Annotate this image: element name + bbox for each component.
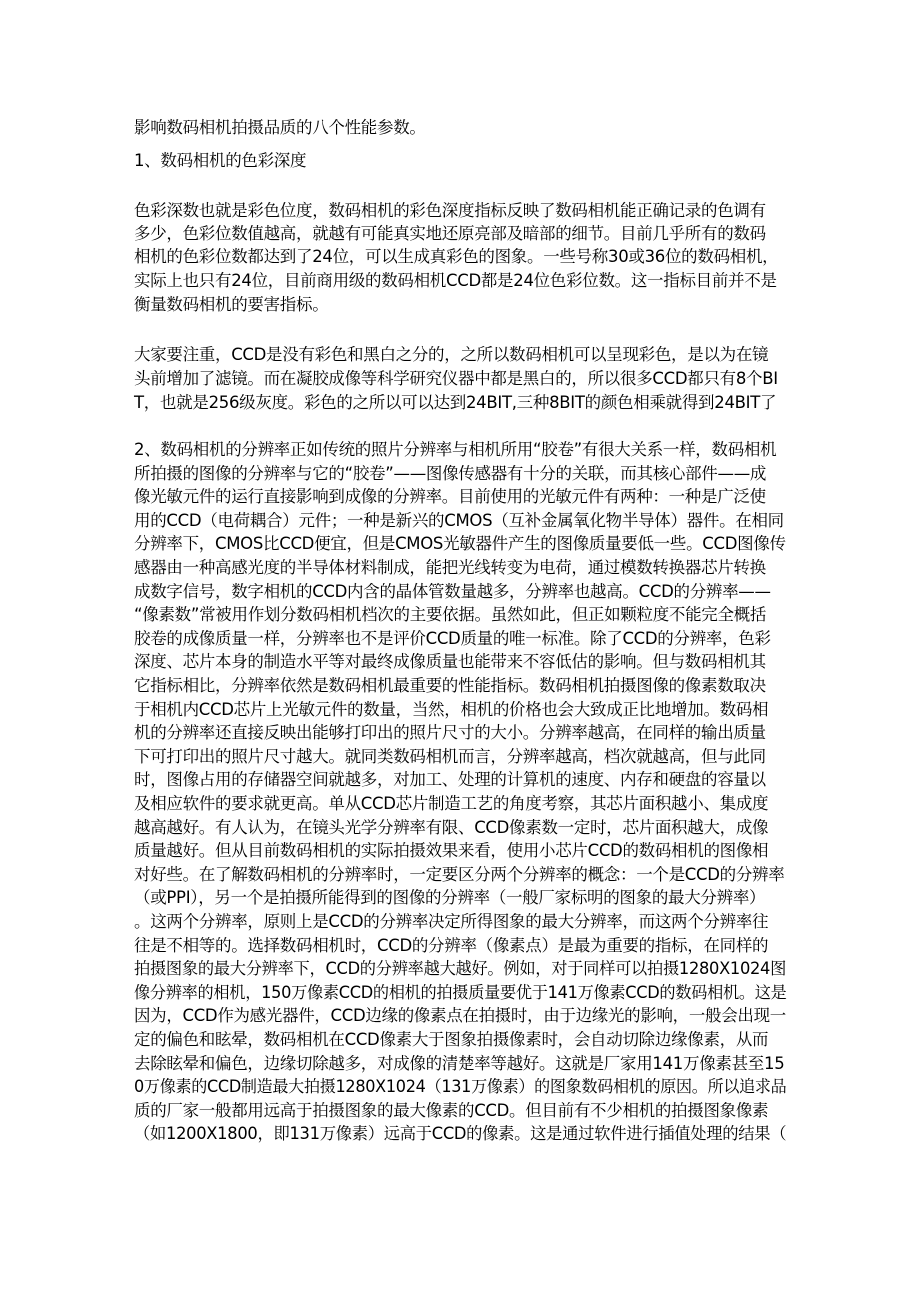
paragraph-line: 拍摄图象的最大分辨率下，CCD的分辨率越大越好。例如，对于同样可以拍摄1280X1024图 bbox=[134, 959, 787, 978]
paragraph-line: 去除眩晕和偏色，边缘切除越多，对成像的清楚率等越好。这就是厂家用141万像素甚至15 bbox=[134, 1054, 785, 1073]
paragraph-line: 相机的色彩位数都达到了24位，可以生成真彩色的图象。一些号称30或36位的数码相机， bbox=[134, 247, 779, 266]
paragraph-line: 感器由一种高感光度的半导体材料制成，能把光线转变为电荷，通过模数转换器芯片转换 bbox=[134, 558, 766, 577]
paragraph-line: 0万像素的CCD制造最大拍摄1280X1024（131万像素）的图象数码相机的原因。所以追求品 bbox=[134, 1077, 787, 1096]
paragraph-line: 因为，CCD作为感光器件，CCD边缘的像素点在拍摄时，由于边缘光的影响，一般会出现一 bbox=[134, 1006, 786, 1025]
paragraph-line: 下可打印出的照片尺寸越大。就同类数码相机而言，分辨率越高，档次就越高，但与此同 bbox=[134, 747, 766, 766]
paragraph-line: 用的CCD（电荷耦合）元件；一种是新兴的CMOS（互补金属氧化物半导体）器件。在相同 bbox=[134, 511, 784, 530]
paragraph-line: T，也就是256级灰度。彩色的之所以可以达到24BIT,三种8BIT的颜色相乘就得到24BIT了 bbox=[134, 393, 777, 412]
paragraph-line: 2、数码相机的分辨率正如传统的照片分辨率与相机所用“胶卷”有很大关系一样，数码相机 bbox=[134, 440, 777, 459]
paragraph-line: 分辨率下，CMOS比CCD便宜，但是CMOS光敏器件产生的图像质量要低一些。CCD图像传 bbox=[134, 534, 786, 553]
paragraph-line: （或PPI），另一个是拍摄所能得到的图像的分辨率（一般厂家标明的图象的最大分辨率） bbox=[134, 888, 766, 907]
paragraph-line: 衡量数码相机的要害指标。 bbox=[134, 295, 329, 314]
paragraph-line: 时，图像占用的存储器空间就越多，对加工、处理的计算机的速度、内存和硬盘的容量以 bbox=[134, 770, 766, 789]
paragraph-line: 质的厂家一般都用远高于拍摄图象的最大像素的CCD。但目前有不少相机的拍摄图象像素 bbox=[134, 1101, 769, 1120]
paragraph-line: 成数字信号，数字相机的CCD内含的晶体管数量越多，分辨率也越高。CCD的分辨率—— bbox=[134, 582, 771, 601]
paragraph-line: 往是不相等的。选择数码相机时，CCD的分辨率（像素点）是最为重要的指标，在同样的 bbox=[134, 936, 769, 955]
paragraph-line: 多少，色彩位数值越高，就越有可能真实地还原亮部及暗部的细节。目前几乎所有的数码 bbox=[134, 224, 766, 243]
paragraph-line: 头前增加了滤镜。而在凝胶成像等科学研究仪器中都是黑白的，所以很多CCD都只有8个BI bbox=[134, 369, 778, 388]
paragraph-line: 机的分辨率还直接反映出能够打印出的照片尺寸的大小。分辨率越高，在同样的输出质量 bbox=[134, 723, 766, 742]
paragraph-line: 像分辨率的相机，150万像素CCD的相机的拍摄质量要优于141万像素CCD的数码相机。这是 bbox=[134, 983, 787, 1002]
paragraph-line: 质量越好。但从目前数码相机的实际拍摄效果来看，使用小芯片CCD的数码相机的图像相 bbox=[134, 841, 769, 860]
paragraph-line: 它指标相比，分辨率依然是数码相机最重要的性能指标。数码相机拍摄图像的像素数取决 bbox=[134, 676, 766, 695]
paragraph-line: 。这两个分辨率，原则上是CCD的分辨率决定所得图象的最大分辨率，而这两个分辨率往 bbox=[134, 912, 769, 931]
paragraph-line: 色彩深数也就是彩色位度，数码相机的彩色深度指标反映了数码相机能正确记录的色调有 bbox=[134, 201, 766, 220]
paragraph-line: 对好些。在了解数码相机的分辨率时，一定要区分两个分辨率的概念：一个是CCD的分辨率 bbox=[134, 865, 785, 884]
section-heading: 1、数码相机的色彩深度 bbox=[134, 151, 307, 170]
paragraph-line: 像光敏元件的运行直接影响到成像的分辨率。目前使用的光敏元件有两种：一种是广泛使 bbox=[134, 487, 766, 506]
paragraph-line: “像素数”常被用作划分数码相机档次的主要依据。虽然如此，但正如颗粒度不能完全概括 bbox=[134, 605, 767, 624]
paragraph-line: （如1200X1800，即131万像素）远高于CCD的像素。这是通过软件进行插值处理的结果（ bbox=[134, 1124, 787, 1143]
document-intro: 影响数码相机拍摄品质的八个性能参数。 bbox=[134, 118, 426, 137]
paragraph-line: 深度、芯片本身的制造水平等对最终成像质量也能带来不容低估的影响。但与数码相机其 bbox=[134, 652, 766, 671]
paragraph-line: 定的偏色和眩晕，数码相机在CCD像素大于图象拍摄像素时，会自动切除边缘像素，从而 bbox=[134, 1030, 769, 1049]
paragraph-line: 所拍摄的图像的分辨率与它的“胶卷”——图像传感器有十分的关联，而其核心部件——成 bbox=[134, 464, 767, 483]
paragraph-line: 实际上也只有24位，目前商用级的数码相机CCD都是24位色彩位数。这一指标目前并不是 bbox=[134, 271, 777, 290]
paragraph-line: 于相机内CCD芯片上光敏元件的数量，当然，相机的价格也会大致成正比地增加。数码相 bbox=[134, 700, 769, 719]
paragraph-line: 及相应软件的要求就更高。单从CCD芯片制造工艺的角度考察，其芯片面积越小、集成度 bbox=[134, 794, 769, 813]
paragraph-line: 胶卷的成像质量一样，分辨率也不是评价CCD质量的唯一标准。除了CCD的分辨率，色彩 bbox=[134, 629, 771, 648]
paragraph-line: 大家要注重，CCD是没有彩色和黑白之分的，之所以数码相机可以呈现彩色，是以为在镜 bbox=[134, 345, 769, 364]
paragraph-line: 越高越好。有人认为，在镜头光学分辨率有限、CCD像素数一定时，芯片面积越大，成像 bbox=[134, 818, 769, 837]
